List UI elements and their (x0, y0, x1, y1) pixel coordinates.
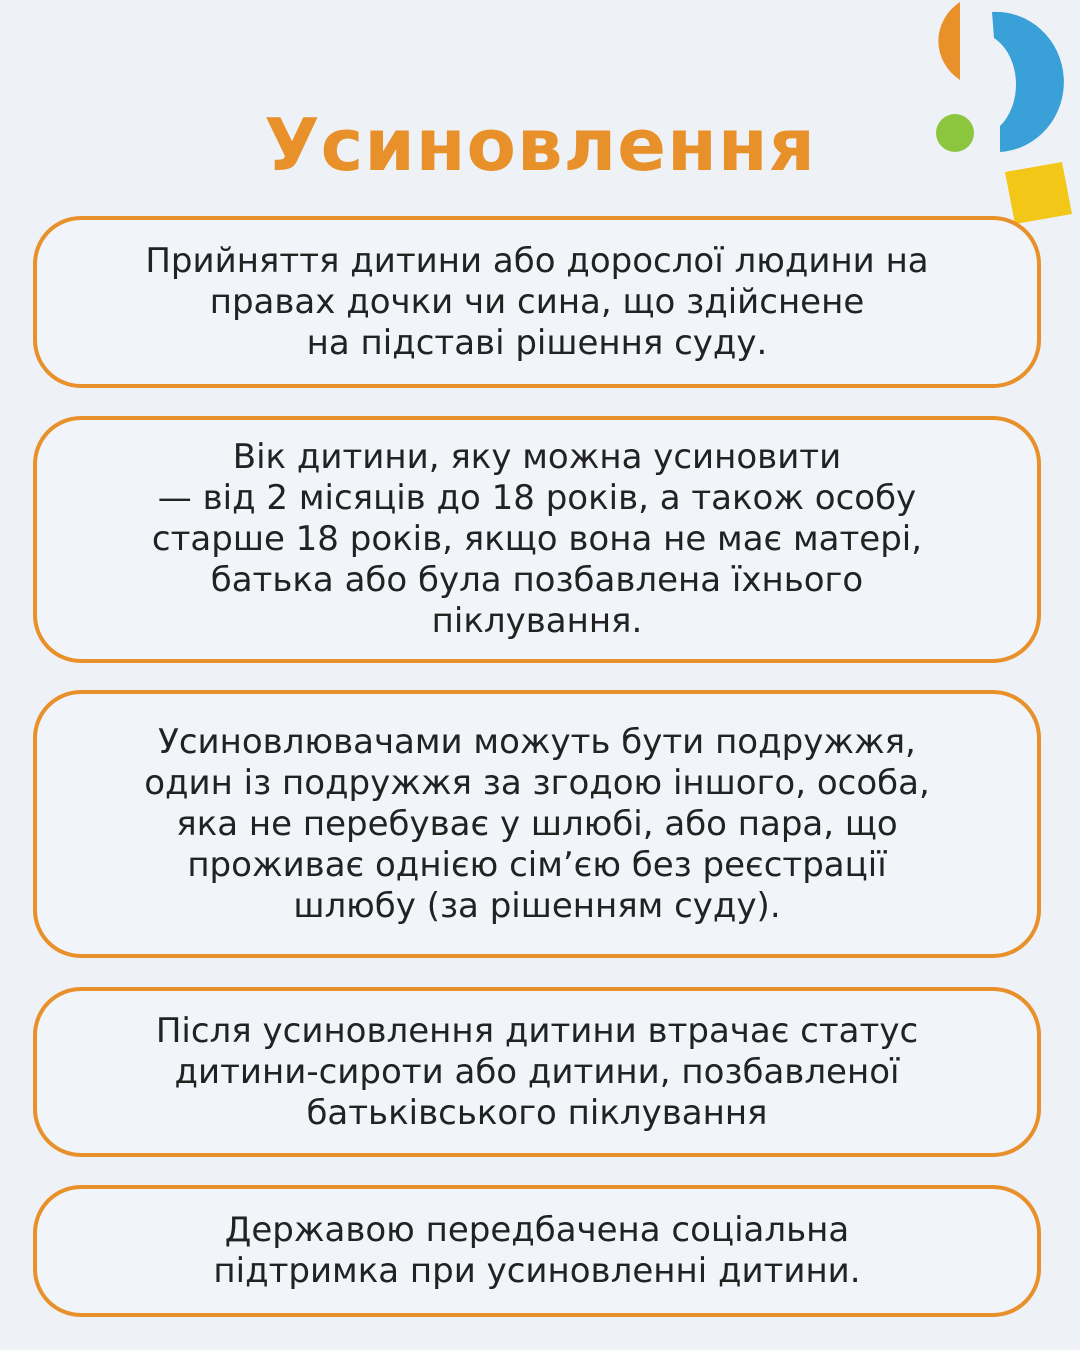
info-card-text: Усиновлювачами можуть бути подружжя, один із подружжя за згодою іншого, особа, яка не перебуває у шлюбі, або пара, що проживає однією сім’єю без реєстрації шлюбу (за рішенням суду). (144, 721, 930, 926)
info-card-text: Державою передбачена соціальна підтримка при усиновленні дитини. (213, 1210, 861, 1291)
info-card-support (33, 1185, 1041, 1317)
info-card-text: Після усиновлення дитини втрачає статус дитини-сироти або дитини, позбавленої батьківського піклування (155, 1010, 919, 1133)
info-card-text: Прийняття дитини або дорослої людини на правах дочки чи сина, що здійснене на підставі рішення суду. (145, 240, 929, 363)
info-card-adopters (33, 690, 1041, 958)
info-card-age (33, 416, 1041, 663)
info-card-text: Вік дитини, яку можна усиновити — від 2 місяців до 18 років, а також особу старше 18 років, якщо вона не має матері, батька або була позбавлена їхнього піклування. (151, 437, 923, 641)
orange-half-circle-shape (938, 2, 960, 80)
page-title: Усиновлення (264, 103, 816, 187)
info-card-status (33, 987, 1041, 1157)
info-card-definition (33, 216, 1041, 388)
